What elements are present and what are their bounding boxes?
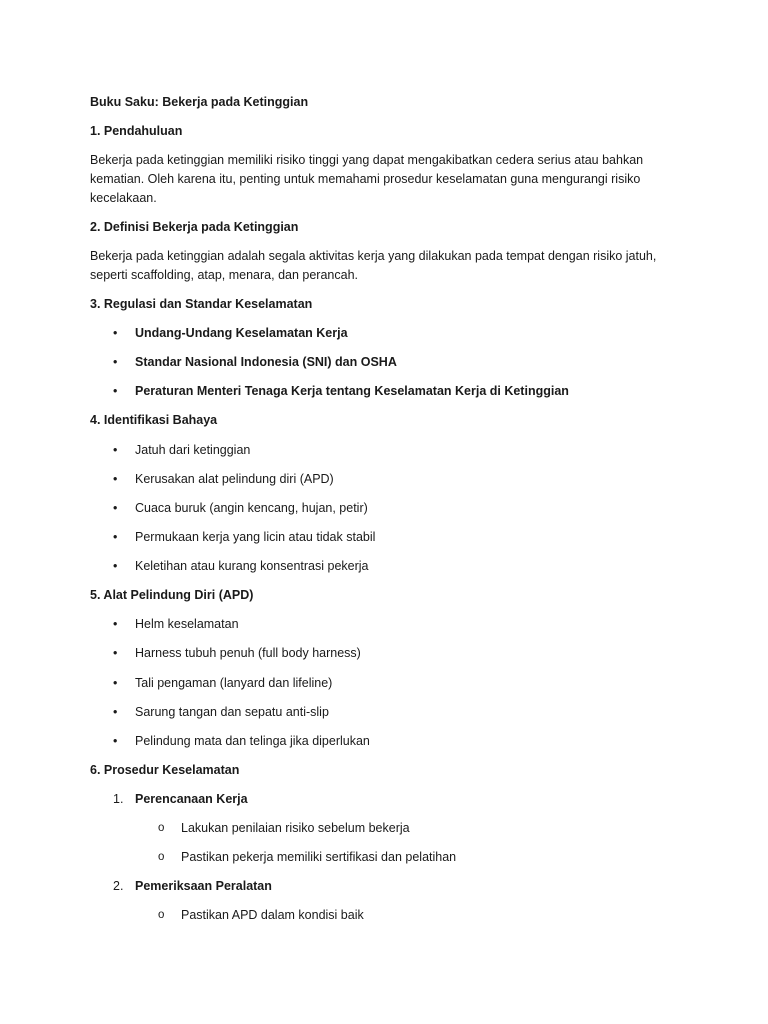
sub-list-item: Lakukan penilaian risiko sebelum bekerja [181, 821, 410, 835]
step-label: Perencanaan Kerja [135, 792, 248, 806]
list-item: Tali pengaman (lanyard dan lifeline) [135, 676, 333, 690]
sub-list-item: Pastikan APD dalam kondisi baik [181, 908, 364, 922]
list-item: Kerusakan alat pelindung diri (APD) [135, 472, 334, 486]
list-item: Pelindung mata dan telinga jika diperlukan [135, 734, 370, 748]
section-1-heading: 1. Pendahuluan [90, 124, 183, 138]
section-6-heading: 6. Prosedur Keselamatan [90, 763, 240, 777]
bullet-marker: • [113, 617, 118, 631]
section-4-heading: 4. Identifikasi Bahaya [90, 413, 218, 427]
list-item: Helm keselamatan [135, 617, 239, 631]
list-item: Cuaca buruk (angin kencang, hujan, petir) [135, 501, 368, 515]
sub-bullet-marker: o [158, 909, 165, 921]
list-item: Standar Nasional Indonesia (SNI) dan OSHA [135, 355, 397, 369]
list-item: Peraturan Menteri Tenaga Kerja tentang Keselamatan Kerja di Ketinggian [135, 384, 569, 398]
bullet-marker: • [113, 705, 118, 719]
section-2-paragraph-line: seperti scaffolding, atap, menara, dan perancah. [90, 268, 358, 282]
bullet-marker: • [113, 326, 118, 340]
section-5-heading: 5. Alat Pelindung Diri (APD) [90, 588, 254, 602]
section-1-paragraph-line: kematian. Oleh karena itu, penting untuk memahami prosedur keselamatan guna mengurangi risiko [90, 172, 641, 186]
list-item: Harness tubuh penuh (full body harness) [135, 646, 361, 660]
bullet-marker: • [113, 559, 118, 573]
bullet-marker: • [113, 443, 118, 457]
sub-bullet-marker: o [158, 822, 165, 834]
bullet-marker: • [113, 501, 118, 515]
bullet-marker: • [113, 734, 118, 748]
sub-list-item: Pastikan pekerja memiliki sertifikasi dan pelatihan [181, 850, 457, 864]
document-title: Buku Saku: Bekerja pada Ketinggian [90, 95, 309, 109]
bullet-marker: • [113, 384, 118, 398]
bullet-marker: • [113, 472, 118, 486]
section-1-paragraph-line: kecelakaan. [90, 191, 157, 205]
list-item: Permukaan kerja yang licin atau tidak stabil [135, 530, 376, 544]
bullet-marker: • [113, 676, 118, 690]
section-3-heading: 3. Regulasi dan Standar Keselamatan [90, 297, 313, 311]
section-2-heading: 2. Definisi Bekerja pada Ketinggian [90, 220, 299, 234]
step-number: 2. [113, 879, 124, 893]
section-1-paragraph-line: Bekerja pada ketinggian memiliki risiko tinggi yang dapat mengakibatkan cedera serius atau bahkan [90, 153, 644, 167]
sub-bullet-marker: o [158, 851, 165, 863]
list-item: Keletihan atau kurang konsentrasi pekerja [135, 559, 369, 573]
list-item: Undang-Undang Keselamatan Kerja [135, 326, 348, 340]
section-2-paragraph-line: Bekerja pada ketinggian adalah segala aktivitas kerja yang dilakukan pada tempat dengan risiko jatuh, [90, 249, 657, 263]
list-item: Jatuh dari ketinggian [135, 443, 251, 457]
bullet-marker: • [113, 646, 118, 660]
step-label: Pemeriksaan Peralatan [135, 879, 272, 893]
list-item: Sarung tangan dan sepatu anti-slip [135, 705, 329, 719]
bullet-marker: • [113, 355, 118, 369]
bullet-marker: • [113, 530, 118, 544]
step-number: 1. [113, 792, 124, 806]
